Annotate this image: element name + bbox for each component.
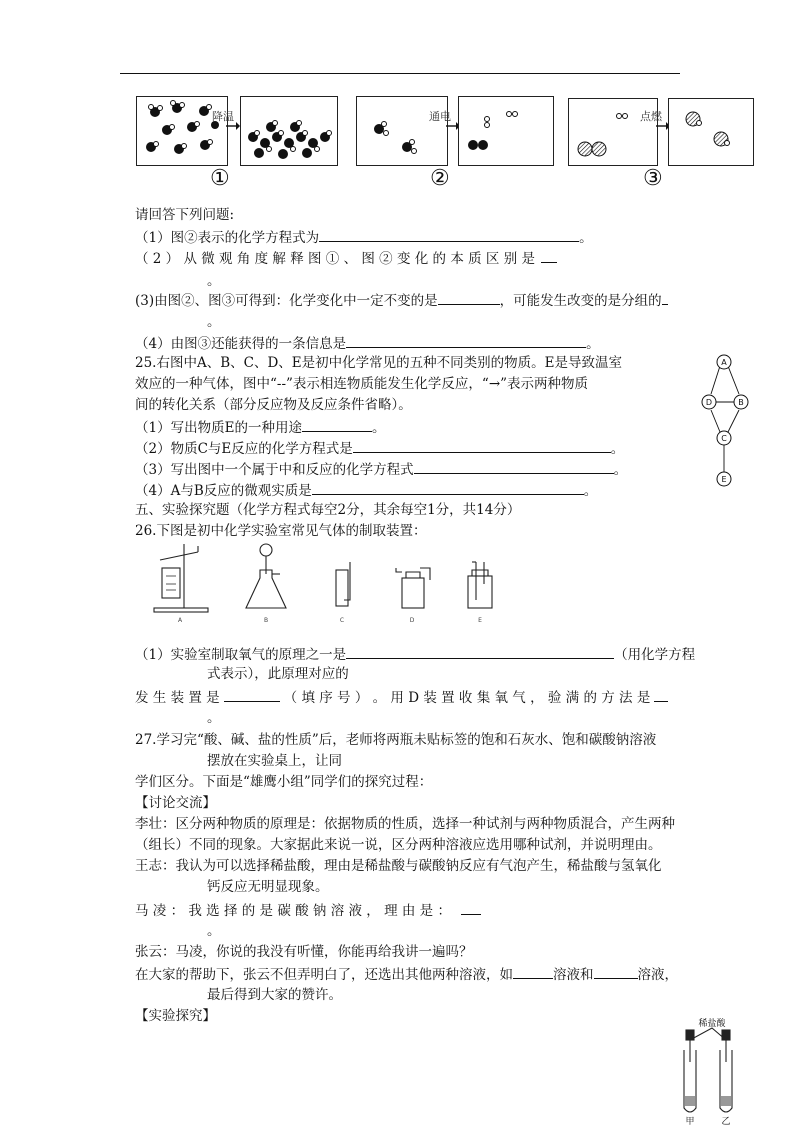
q27-line1: 27.学习完“酸、碱、盐的性质”后，老师将两瓶未贴标签的饱和石灰水、饱和碳酸钠溶液 xyxy=(135,732,657,748)
tube-right-label: 乙 xyxy=(721,1117,731,1127)
q27-help-text-c: 溶液， xyxy=(637,967,678,983)
q24-part3-blank1[interactable] xyxy=(438,290,500,305)
q27-wangzhi-2: 钙反应无明显现象。 xyxy=(207,879,329,895)
q25-sub2-blank[interactable] xyxy=(353,438,611,453)
q27-help-text-a: 在大家的帮助下，张云不但弄明白了，还选出其他两种溶液，如 xyxy=(135,967,513,983)
q25-line2: 效应的一种气体，图中“--”表示相连物质能发生化学反应，“→”表示两种物质 xyxy=(135,376,589,392)
q27-maling-end: 。 xyxy=(207,923,221,939)
q27-heading-experiment: 【实验探究】 xyxy=(135,1008,216,1024)
q24-part4-end: 。 xyxy=(586,336,600,352)
q27-line3: 学们区分。下面是“雄鹰小组”同学们的探究过程： xyxy=(135,774,433,790)
panel-number-1: ① xyxy=(210,166,230,191)
apparatus-d xyxy=(396,568,430,608)
q27-help-line1 xyxy=(135,964,678,984)
q25-sub3 xyxy=(135,459,627,479)
q27-maling xyxy=(135,900,481,920)
q24-part3-end: 。 xyxy=(207,314,221,330)
q26-stem: 26.下图是初中化学实验室常见气体的制取装置： xyxy=(135,523,427,539)
test-tubes-drawing xyxy=(672,1012,752,1126)
q27-help-blank2[interactable] xyxy=(594,964,638,979)
q25-sub3-text: （3）写出图中一个属于中和反应的化学方程式 xyxy=(135,462,414,478)
q26-part1-blank2[interactable] xyxy=(224,687,280,702)
q24-part3-text-b: ，可能发生改变的是分组的 xyxy=(499,293,662,309)
q24-part1-end: 。 xyxy=(579,230,593,246)
q25-sub2 xyxy=(135,438,624,458)
panel-number-2: ② xyxy=(430,166,450,191)
q25-line3: 间的转化关系（部分反应物及反应条件省略）。 xyxy=(135,397,412,413)
node-label-d: D xyxy=(705,398,713,407)
q26-part1-line1 xyxy=(135,644,695,664)
node-label-e: E xyxy=(721,475,727,484)
q25-relationship-diagram xyxy=(700,352,750,494)
apparatus-label-d: D xyxy=(409,617,415,624)
q25-sub3-blank[interactable] xyxy=(414,459,614,474)
apparatus-c xyxy=(336,562,350,606)
apparatus-b xyxy=(246,544,286,608)
panel3-right-box xyxy=(668,98,754,166)
q26-part1-line3 xyxy=(135,687,668,707)
apparatus-label-b: B xyxy=(263,617,269,624)
q25-sub1-end: 。 xyxy=(371,420,386,436)
panel1-left-box xyxy=(136,96,228,166)
q27-help-text-b: 溶液和 xyxy=(553,967,594,983)
q25-sub1 xyxy=(135,417,385,437)
q25-sub1-blank[interactable] xyxy=(302,417,372,432)
arrow-label-cool: 降温 xyxy=(212,110,234,123)
water-molecules-liquid-drawing xyxy=(241,97,337,165)
q27-line2: 摆放在实验桌上，让同 xyxy=(207,753,342,769)
q27-maling-text: 马 凌 ： 我 选 择 的 是 碳 酸 钠 溶 液 ， 理 由 是 ： xyxy=(135,903,451,919)
panel2-right-box xyxy=(458,96,554,166)
q24-part4 xyxy=(135,333,600,353)
q27-help-blank1[interactable] xyxy=(513,964,553,979)
q24-part3-blank2[interactable] xyxy=(662,290,668,305)
node-label-c: C xyxy=(721,434,727,443)
q25-sub4-blank[interactable] xyxy=(312,480,584,495)
tube-left-label: 甲 xyxy=(685,1117,695,1127)
q27-maling-blank[interactable] xyxy=(461,900,481,915)
q24-intro: 请回答下列问题: xyxy=(135,207,235,223)
q27-lizhuang-2: （组长）不同的现象。大家据此来说一说，区分两种溶液应选用哪种试剂，并说明理由。 xyxy=(135,837,662,853)
q24-part1-blank[interactable] xyxy=(319,227,579,242)
q27-help-line2: 最后得到大家的赞许。 xyxy=(207,987,342,1003)
q24-part2-end: 。 xyxy=(207,273,221,289)
q25-sub2-end: 。 xyxy=(610,441,625,457)
q25-sub1-text: （1）写出物质E的一种用途 xyxy=(135,420,302,436)
q24-part4-text: （4）由图③还能获得的一条信息是 xyxy=(135,336,347,352)
panel1-right-box xyxy=(240,96,338,166)
q26-apparatus-drawing xyxy=(140,540,510,626)
panel-number-3: ③ xyxy=(643,166,663,191)
q27-wangzhi-1: 王志：我认为可以选择稀盐酸，理由是稀盐酸与碳酸钠反应有气泡产生，稀盐酸与氢氧化 xyxy=(135,858,662,874)
q27-zhangyun: 张云：马凌，你说的我没有听懂，你能再给我讲一遍吗？ xyxy=(135,944,473,960)
product-molecules-drawing xyxy=(669,99,753,165)
top-rule xyxy=(120,73,680,74)
q24-part2-blank[interactable] xyxy=(541,248,557,263)
q25-sub3-end: 。 xyxy=(613,462,628,478)
apparatus-label-a: A xyxy=(177,617,183,624)
q25-sub4 xyxy=(135,480,597,500)
q24-part2 xyxy=(135,248,557,268)
apparatus-label-e: E xyxy=(478,617,482,624)
q27-lizhuang-1: 李壮：区分两种物质的原理是：依据物质的性质，选择一种试剂与两种物质混合，产生两种 xyxy=(135,816,675,832)
h2-o2-molecules-drawing xyxy=(459,97,553,165)
q24-part4-blank[interactable] xyxy=(346,333,586,348)
apparatus-e xyxy=(468,562,492,608)
q26-part1-blank3[interactable] xyxy=(654,687,668,702)
q24-part1-text: （1）图②表示的化学方程式为 xyxy=(135,230,320,246)
arrow-label-electrolysis: 通电 xyxy=(429,110,451,123)
q24-part2-text: （ 2 ） 从 微 观 角 度 解 释 图 ① 、 图 ② 变 化 的 本 质 区 别 是 xyxy=(135,251,535,267)
node-label-a: A xyxy=(721,358,727,367)
q25-sub2-text: （2）物质C与E反应的化学方程式是 xyxy=(135,441,353,457)
q24-part1 xyxy=(135,227,593,247)
q26-part1-blank1[interactable] xyxy=(346,644,614,659)
tube-top-label: 稀盐酸 xyxy=(698,1019,726,1029)
apparatus-label-c: C xyxy=(339,617,345,624)
panel2-left-box xyxy=(356,96,448,166)
q24-part3-text-a: (3)由图②、图③可得到：化学变化中一定不变的是 xyxy=(135,293,438,309)
q27-heading-discussion: 【讨论交流】 xyxy=(135,795,216,811)
section5-title: 五、实验探究题（化学方程式每空2分，其余每空1分，共14分） xyxy=(135,502,521,518)
q25-sub4-end: 。 xyxy=(583,483,598,499)
q25-line1: 25.右图中A、B、C、D、E是初中化学常见的五种不同类别的物质。E是导致温室 xyxy=(135,355,623,371)
q24-part3 xyxy=(135,290,668,310)
q26-part1-text-a: （1）实验室制取氧气的原理之一是 xyxy=(135,647,347,663)
q26-part1-text-e: （ 填 序 号 ） 。 用 D 装 置 收 集 氧 气 ， 验 满 的 方 法 是 xyxy=(283,690,651,706)
arrow-label-ignite: 点燃 xyxy=(640,110,662,123)
q25-sub4-text: （4）A与B反应的微观实质是 xyxy=(135,483,312,499)
q26-part1-end: 。 xyxy=(207,710,221,726)
q26-part1-text-b: （用化学方程 xyxy=(614,647,696,663)
q26-part1-text-d: 发 生 装 置 是 xyxy=(135,690,220,706)
apparatus-a xyxy=(154,544,208,612)
q26-part1-line2: 式表示），此原理对应的 xyxy=(207,666,349,682)
node-label-b: B xyxy=(738,398,744,407)
